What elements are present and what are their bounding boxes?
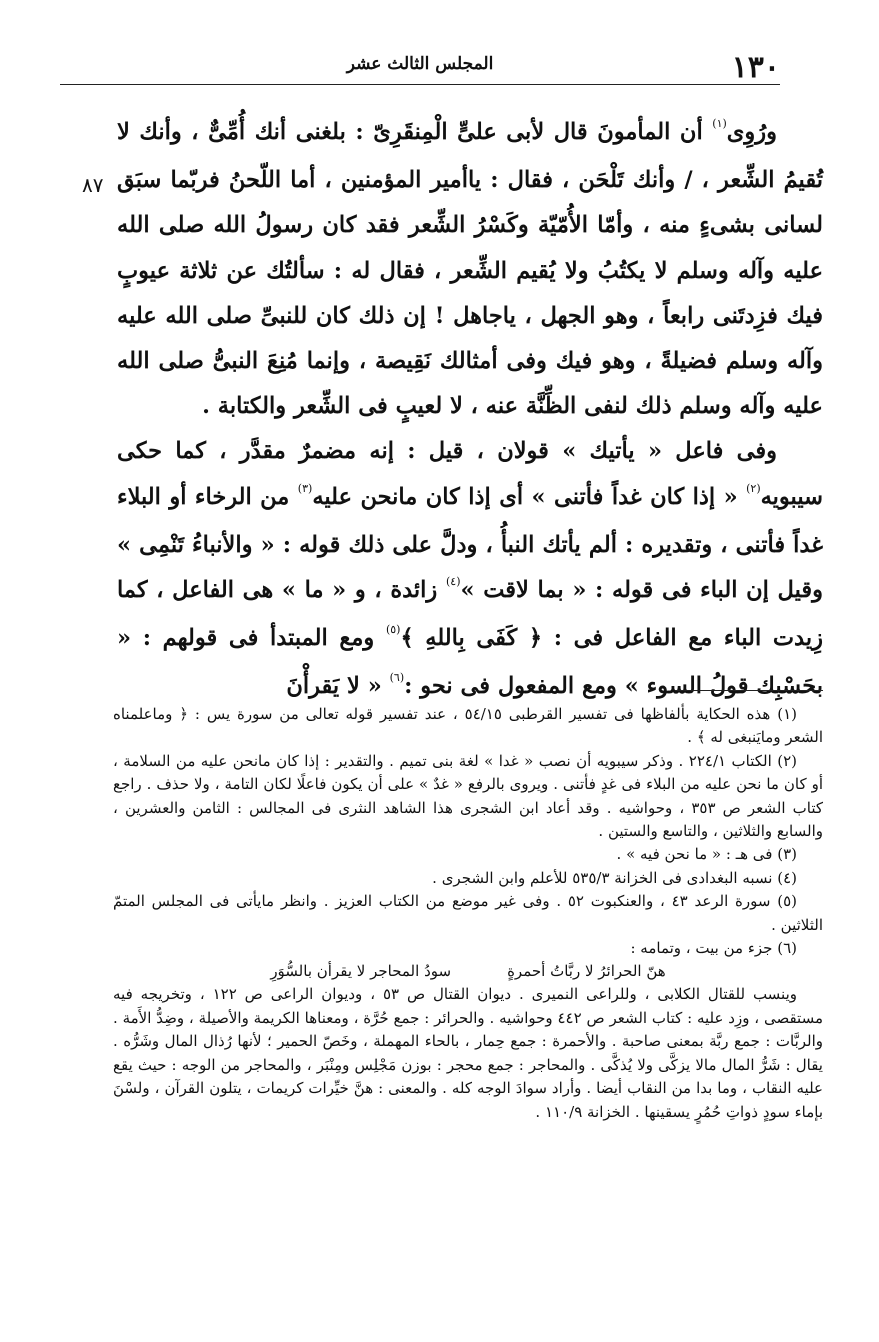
header-rule bbox=[60, 84, 780, 85]
footnote-1 bbox=[113, 703, 823, 750]
footnote-3 bbox=[113, 843, 823, 866]
page-number: ١٣٠ bbox=[731, 50, 780, 85]
text-run: أن المأمونَ قال لأبى علىٍّ الْمِنقَرِىّ : بلغنى أنك أُمِّىٌّ ، وأنك لا تُقيمُ الشِّعر ، / وأنك تَلْحَن ، فقال : ياأمير المؤمنين ، أما اللّحنُ فربّما سبَق لسانى بشىءٍ منه ، وأمّا الأُمّيّة وكَسْرُ الشِّعر فقد كان رسولُ الله صلى الله عليه وآله وسلم لا يكتُبُ ولا يُقيم الشِّعر ، فقال له : سألتُك عن ثلاثة عيوبٍ فيك فزِدتَنى رابعاً ، وهو الجهل ، ياجاهل ! إن ذلك كان للنبىِّ صلى الله عليه وآله وسلم فضيلةً ، وهو فيك وفى أمثالك نَقِيصة ، وإنما مُنِعَ النبىُّ صلى الله عليه وآله وسلم ذلك لنفى الظِّنَّة عنه ، لا لعيبٍ فى الشِّعر والكتابة . bbox=[117, 119, 823, 420]
footnote-2 bbox=[113, 750, 823, 844]
margin-folio-number: ٨٧ bbox=[82, 173, 104, 197]
verse-hemistich-1: هنّ الحرائرُ لا ربَّاتُ أحمرةٍ bbox=[507, 962, 666, 981]
footnote-number: (١) bbox=[777, 705, 797, 723]
footnote-text: نسبه البغدادى فى الخزانة ٥٣٥/٣ للأعلم وابن الشجرى . bbox=[432, 868, 778, 887]
poetry-verse bbox=[113, 960, 823, 983]
text-run: وفى فاعل « يأتيك » قولان ، قيل : إنه مضمرٌ مقدَّر ، كما حكى سيبويه bbox=[117, 438, 823, 510]
footnote-number: (٢) bbox=[777, 751, 797, 770]
footnote-text: فى هـ : « ما نحن فيه » . bbox=[616, 845, 778, 864]
footnote-text: جزء من بيت ، وتمامه : bbox=[630, 939, 778, 958]
footnote-ref: (١) bbox=[712, 117, 727, 130]
text-run: « لا يَقرأْنَ bbox=[286, 673, 390, 700]
footnotes bbox=[113, 703, 823, 1124]
footnote-number: (٦) bbox=[777, 939, 797, 958]
text-run: ومع المبتدأ فى قولهم : « بحَسْبِك قولُ السوء » ومع المفعول فى نحو : bbox=[117, 625, 823, 700]
text-run: ورُوِى bbox=[726, 119, 777, 145]
paragraph-2 bbox=[117, 429, 823, 712]
footnote-number: (٣) bbox=[777, 845, 797, 864]
footnote-ref: (٣) bbox=[297, 481, 313, 495]
footnote-text: هذه الحكاية بألفاظها فى تفسير القرطبى ٥٤/١٥ ، عند تفسير قوله تعالى من سورة يس : ﴿ وماعلمناه الشعر ومايَنبغى له ﴾ . bbox=[113, 705, 823, 747]
footnote-6-continuation: وينسب للقتال الكلابى ، وللراعى النميرى . ديوان القتال ص ٥٣ ، وديوان الراعى ص ١٢٢ ، وتخريجه فيه مستقصى ، وزِد عليه : كتاب الشعر ص ٤٤٢ وحواشيه . والحرائر : جمع حُرَّة ، ومعناها الكريمة والأصيلة ، وضِدُّ الأَمة . والربَّات : جمع ربَّة بمعنى صاحبة . والأحمرة : جمع حِمار ، بالحاء المهملة ، وخَصّ الحمير ؛ لأنها رُذال المال وشَرُّه . يقال : شَرُّ المال مالا يزكَّى ولا يُذكَّى . والمحاجر : جمع محجر : بوزن مَجْلِس ومِنْبَر ، والمحاجر من الوجه : حيث يقع عليه النقاب ، وما بدا من النقاب أيضا . وأراد سوادَ الوجه كله . والمعنى : هنَّ خيِّرات كريمات ، يتلون القرآن ، ولسْنَ بإماء سودٍ ذواتِ حُمُرٍ يسقينها . الخزانة ١١٠/٩ . bbox=[113, 985, 823, 1121]
footnote-number: (٤) bbox=[777, 868, 797, 887]
paragraph-1 bbox=[117, 110, 823, 429]
footnote-number: (٥) bbox=[777, 892, 798, 911]
footnote-ref: (٦) bbox=[389, 671, 405, 685]
text-run: زائدة ، و « ما » هى الفاعل ، كما زِيدت الباء مع الفاعل فى : ﴿ كَفَى بِاللهِ ﴾ bbox=[117, 577, 823, 652]
text-run: « إذا كان غداً فأتنى » أى إذا كان مانحن عليه bbox=[312, 483, 747, 510]
main-text bbox=[117, 110, 823, 713]
footnote-6 bbox=[113, 937, 823, 960]
footnote-separator bbox=[675, 690, 823, 691]
footnote-text: سورة الرعد ٤٣ ، والعنكبوت ٥٢ . وفى غير موضع من الكتاب العزيز . وانظر مايأتى فى المجلس المتمّ الثلاثين . bbox=[113, 892, 823, 934]
footnote-ref: (٢) bbox=[746, 481, 761, 495]
text-run: من الرخاء أو البلاء غداً فأتنى ، وتقديره : ألم يأتك النبأُ ، ودلَّ على ذلك قوله : « والأنباءُ تَنْمِى » وقيل إن الباء فى قوله : « بما لاقت » bbox=[117, 483, 823, 604]
footnote-4 bbox=[113, 867, 823, 890]
footnote-5 bbox=[113, 890, 823, 937]
verse-hemistich-2: سودُ المحاجر لا يقرأن بالسُّوَرِ bbox=[270, 962, 452, 981]
footnote-ref: (٥) bbox=[385, 623, 401, 637]
footnote-ref: (٤) bbox=[445, 575, 461, 589]
running-title: المجلس الثالث عشر bbox=[346, 54, 494, 74]
footnote-text: الكتاب ٢٢٤/١ . وذكر سيبويه أن نصب « غدا » لغة بنى تميم . والتقدير : إذا كان مانحن عليه من السلامة ، أو كان ما نحن عليه من البلاء فى غدٍ فأتنى . ويروى بالرفع « غدٌ » على أن يكون فاعلًا لكان التامة ، ولا حذف . راجع كتاب الشعر ص ٣٥٣ ، وحواشيه . وقد أعاد ابن الشجرى هذا الشاهد النثرى فى المجالس : الثامن والعشرين ، والسابع والثلاثين ، والتاسع والستين . bbox=[113, 751, 823, 841]
